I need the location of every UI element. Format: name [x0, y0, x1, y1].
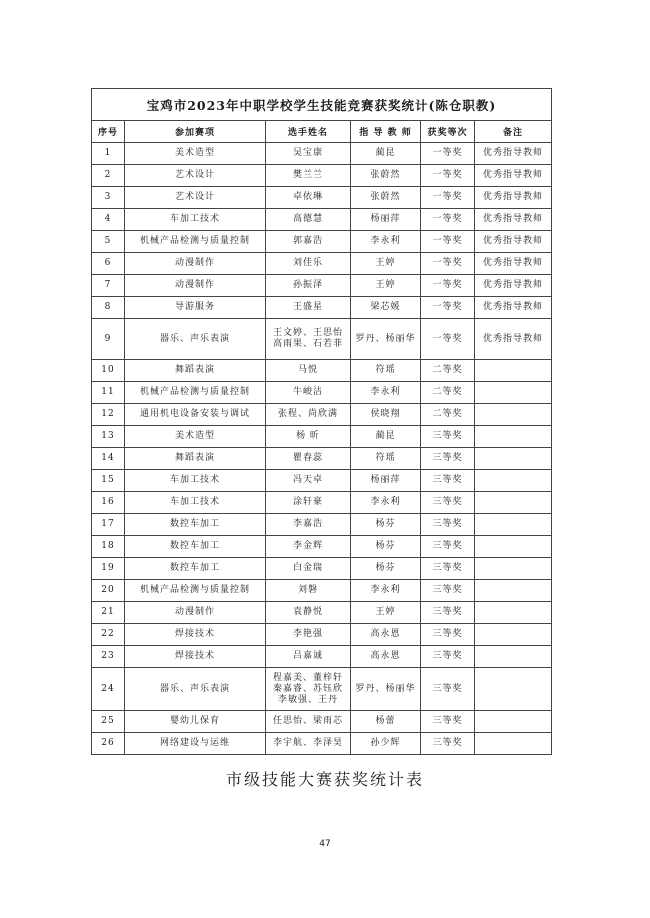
cell-students: 孙振泽 — [266, 275, 351, 297]
cell-award: 二等奖 — [421, 382, 475, 404]
cell-note — [475, 580, 552, 602]
cell-event: 动漫制作 — [125, 602, 266, 624]
cell-no: 10 — [92, 360, 125, 382]
cell-students: 吕嘉诚 — [266, 646, 351, 668]
cell-note — [475, 624, 552, 646]
table-row — [92, 382, 552, 404]
cell-teacher: 李永利 — [351, 580, 421, 602]
cell-note: 优秀指导教师 — [475, 143, 552, 165]
cell-note: 优秀指导教师 — [475, 187, 552, 209]
cell-note: 优秀指导教师 — [475, 253, 552, 275]
cell-students: 李嘉浩 — [266, 514, 351, 536]
cell-event: 动漫制作 — [125, 253, 266, 275]
header-students: 选手姓名 — [266, 121, 351, 143]
cell-award: 三等奖 — [421, 426, 475, 448]
table-row — [92, 165, 552, 187]
table-header-row — [92, 121, 552, 143]
table-row — [92, 143, 552, 165]
table-row — [92, 231, 552, 253]
cell-note — [475, 602, 552, 624]
cell-students: 王文婷、王思怡 高雨果、石若菲 — [266, 319, 351, 360]
cell-students: 高德慧 — [266, 209, 351, 231]
cell-teacher: 孙少辉 — [351, 733, 421, 755]
table-row — [92, 209, 552, 231]
table-row — [92, 536, 552, 558]
cell-no: 9 — [92, 319, 125, 360]
cell-students: 杨 昕 — [266, 426, 351, 448]
cell-no: 3 — [92, 187, 125, 209]
cell-students: 樊兰兰 — [266, 165, 351, 187]
cell-event: 焊接技术 — [125, 646, 266, 668]
cell-no: 20 — [92, 580, 125, 602]
cell-event: 网络建设与运维 — [125, 733, 266, 755]
header-teacher: 指 导 教 师 — [351, 121, 421, 143]
cell-award: 一等奖 — [421, 143, 475, 165]
cell-award: 一等奖 — [421, 253, 475, 275]
cell-no: 8 — [92, 297, 125, 319]
cell-award: 三等奖 — [421, 711, 475, 733]
table-row — [92, 646, 552, 668]
cell-award: 三等奖 — [421, 448, 475, 470]
cell-no: 22 — [92, 624, 125, 646]
cell-event: 数控车加工 — [125, 514, 266, 536]
cell-teacher: 王婷 — [351, 253, 421, 275]
cell-event: 车加工技术 — [125, 470, 266, 492]
cell-award: 三等奖 — [421, 624, 475, 646]
header-note: 备注 — [475, 121, 552, 143]
table-row — [92, 297, 552, 319]
cell-no: 26 — [92, 733, 125, 755]
table-row — [92, 404, 552, 426]
cell-award: 三等奖 — [421, 646, 475, 668]
cell-note — [475, 514, 552, 536]
cell-students: 刘佳乐 — [266, 253, 351, 275]
cell-teacher: 张蔚然 — [351, 165, 421, 187]
table-row — [92, 426, 552, 448]
cell-event: 数控车加工 — [125, 558, 266, 580]
cell-students: 卓依琳 — [266, 187, 351, 209]
cell-award: 一等奖 — [421, 165, 475, 187]
cell-students: 任思怡、梁雨芯 — [266, 711, 351, 733]
cell-award: 二等奖 — [421, 360, 475, 382]
cell-event: 动漫制作 — [125, 275, 266, 297]
cell-note — [475, 536, 552, 558]
cell-teacher: 杨丽萍 — [351, 470, 421, 492]
cell-award: 三等奖 — [421, 733, 475, 755]
cell-teacher: 杨芬 — [351, 536, 421, 558]
cell-note — [475, 558, 552, 580]
cell-no: 21 — [92, 602, 125, 624]
cell-teacher: 蔺昆 — [351, 426, 421, 448]
cell-students: 瞿春蕊 — [266, 448, 351, 470]
cell-no: 4 — [92, 209, 125, 231]
cell-no: 18 — [92, 536, 125, 558]
cell-students: 刘磐 — [266, 580, 351, 602]
cell-teacher: 侯晓翔 — [351, 404, 421, 426]
table-body — [92, 143, 552, 755]
cell-award: 一等奖 — [421, 275, 475, 297]
cell-note — [475, 360, 552, 382]
cell-no: 5 — [92, 231, 125, 253]
cell-teacher: 杨丽萍 — [351, 209, 421, 231]
cell-teacher: 李永利 — [351, 382, 421, 404]
cell-award: 三等奖 — [421, 602, 475, 624]
cell-note — [475, 711, 552, 733]
cell-note — [475, 448, 552, 470]
cell-award: 一等奖 — [421, 231, 475, 253]
cell-no: 17 — [92, 514, 125, 536]
cell-teacher: 符瑶 — [351, 360, 421, 382]
cell-no: 12 — [92, 404, 125, 426]
cell-event: 车加工技术 — [125, 492, 266, 514]
cell-no: 6 — [92, 253, 125, 275]
cell-event: 焊接技术 — [125, 624, 266, 646]
cell-teacher: 张蔚然 — [351, 187, 421, 209]
cell-students: 白金瑞 — [266, 558, 351, 580]
cell-event: 艺术设计 — [125, 187, 266, 209]
cell-teacher: 杨芬 — [351, 558, 421, 580]
cell-event: 艺术设计 — [125, 165, 266, 187]
cell-no: 25 — [92, 711, 125, 733]
cell-award: 三等奖 — [421, 536, 475, 558]
cell-note — [475, 668, 552, 711]
table-row — [92, 319, 552, 360]
cell-award: 一等奖 — [421, 319, 475, 360]
cell-event: 器乐、声乐表演 — [125, 668, 266, 711]
award-statistics-table — [91, 88, 552, 755]
table-row — [92, 733, 552, 755]
table-row — [92, 580, 552, 602]
cell-note: 优秀指导教师 — [475, 275, 552, 297]
cell-teacher: 李永利 — [351, 492, 421, 514]
cell-award: 二等奖 — [421, 404, 475, 426]
cell-event: 机械产品检测与质量控制 — [125, 231, 266, 253]
cell-no: 24 — [92, 668, 125, 711]
table-row — [92, 514, 552, 536]
table-row — [92, 668, 552, 711]
cell-students: 李宇航、李泽昊 — [266, 733, 351, 755]
cell-note: 优秀指导教师 — [475, 231, 552, 253]
cell-no: 11 — [92, 382, 125, 404]
cell-award: 三等奖 — [421, 492, 475, 514]
cell-no: 23 — [92, 646, 125, 668]
table-title: 宝鸡市2023年中职学校学生技能竞赛获奖统计(陈仓职教) — [92, 89, 552, 121]
cell-note: 优秀指导教师 — [475, 297, 552, 319]
cell-teacher: 杨蕾 — [351, 711, 421, 733]
table-row — [92, 187, 552, 209]
cell-event: 数控车加工 — [125, 536, 266, 558]
table-row — [92, 492, 552, 514]
cell-no: 2 — [92, 165, 125, 187]
cell-students: 李金辉 — [266, 536, 351, 558]
cell-students: 张程、尚欣满 — [266, 404, 351, 426]
cell-teacher: 罗丹、杨丽华 — [351, 668, 421, 711]
table-row — [92, 470, 552, 492]
header-no: 序号 — [92, 121, 125, 143]
cell-event: 美术造型 — [125, 143, 266, 165]
table-row — [92, 360, 552, 382]
cell-award: 一等奖 — [421, 209, 475, 231]
cell-event: 机械产品检测与质量控制 — [125, 382, 266, 404]
cell-event: 导游服务 — [125, 297, 266, 319]
cell-teacher: 王婷 — [351, 275, 421, 297]
header-award: 获奖等次 — [421, 121, 475, 143]
cell-award: 三等奖 — [421, 470, 475, 492]
table-row — [92, 624, 552, 646]
cell-no: 15 — [92, 470, 125, 492]
cell-teacher: 梁芯媛 — [351, 297, 421, 319]
cell-students: 牛峻洁 — [266, 382, 351, 404]
table-row — [92, 558, 552, 580]
cell-award: 三等奖 — [421, 580, 475, 602]
cell-no: 19 — [92, 558, 125, 580]
cell-event: 舞蹈表演 — [125, 448, 266, 470]
cell-award: 一等奖 — [421, 187, 475, 209]
cell-note — [475, 646, 552, 668]
cell-event: 通用机电设备安装与调试 — [125, 404, 266, 426]
cell-teacher: 蔺昆 — [351, 143, 421, 165]
cell-teacher: 高永恩 — [351, 624, 421, 646]
cell-note: 优秀指导教师 — [475, 319, 552, 360]
cell-note — [475, 404, 552, 426]
cell-teacher: 符瑶 — [351, 448, 421, 470]
cell-teacher: 罗丹、杨丽华 — [351, 319, 421, 360]
cell-note: 优秀指导教师 — [475, 165, 552, 187]
table-row — [92, 275, 552, 297]
table-caption: 市级技能大赛获奖统计表 — [225, 770, 424, 789]
table-row — [92, 448, 552, 470]
cell-students: 王盛星 — [266, 297, 351, 319]
header-event: 参加赛项 — [125, 121, 266, 143]
table-row — [92, 602, 552, 624]
cell-award: 一等奖 — [421, 297, 475, 319]
cell-event: 舞蹈表演 — [125, 360, 266, 382]
cell-students: 程嘉美、董梓轩 秦嘉睿、苏钰欣 李敏强、王丹 — [266, 668, 351, 711]
cell-note — [475, 426, 552, 448]
cell-award: 三等奖 — [421, 558, 475, 580]
cell-students: 李艳强 — [266, 624, 351, 646]
cell-students: 冯天卓 — [266, 470, 351, 492]
cell-students: 马悦 — [266, 360, 351, 382]
cell-teacher: 杨芬 — [351, 514, 421, 536]
cell-note: 优秀指导教师 — [475, 209, 552, 231]
cell-event: 器乐、声乐表演 — [125, 319, 266, 360]
cell-no: 1 — [92, 143, 125, 165]
cell-award: 三等奖 — [421, 668, 475, 711]
cell-event: 车加工技术 — [125, 209, 266, 231]
cell-no: 13 — [92, 426, 125, 448]
cell-teacher: 高永恩 — [351, 646, 421, 668]
cell-students: 袁静悦 — [266, 602, 351, 624]
cell-note — [475, 382, 552, 404]
page-number: 47 — [319, 839, 331, 849]
cell-note — [475, 470, 552, 492]
cell-no: 14 — [92, 448, 125, 470]
table-row — [92, 711, 552, 733]
table-row — [92, 253, 552, 275]
cell-no: 16 — [92, 492, 125, 514]
cell-event: 机械产品检测与质量控制 — [125, 580, 266, 602]
cell-no: 7 — [92, 275, 125, 297]
cell-teacher: 李永利 — [351, 231, 421, 253]
cell-event: 婴幼儿保育 — [125, 711, 266, 733]
cell-note — [475, 492, 552, 514]
cell-students: 吴宝康 — [266, 143, 351, 165]
cell-students: 涂轩豪 — [266, 492, 351, 514]
cell-note — [475, 733, 552, 755]
cell-students: 郭嘉浩 — [266, 231, 351, 253]
cell-event: 美术造型 — [125, 426, 266, 448]
cell-award: 三等奖 — [421, 514, 475, 536]
cell-teacher: 王婷 — [351, 602, 421, 624]
